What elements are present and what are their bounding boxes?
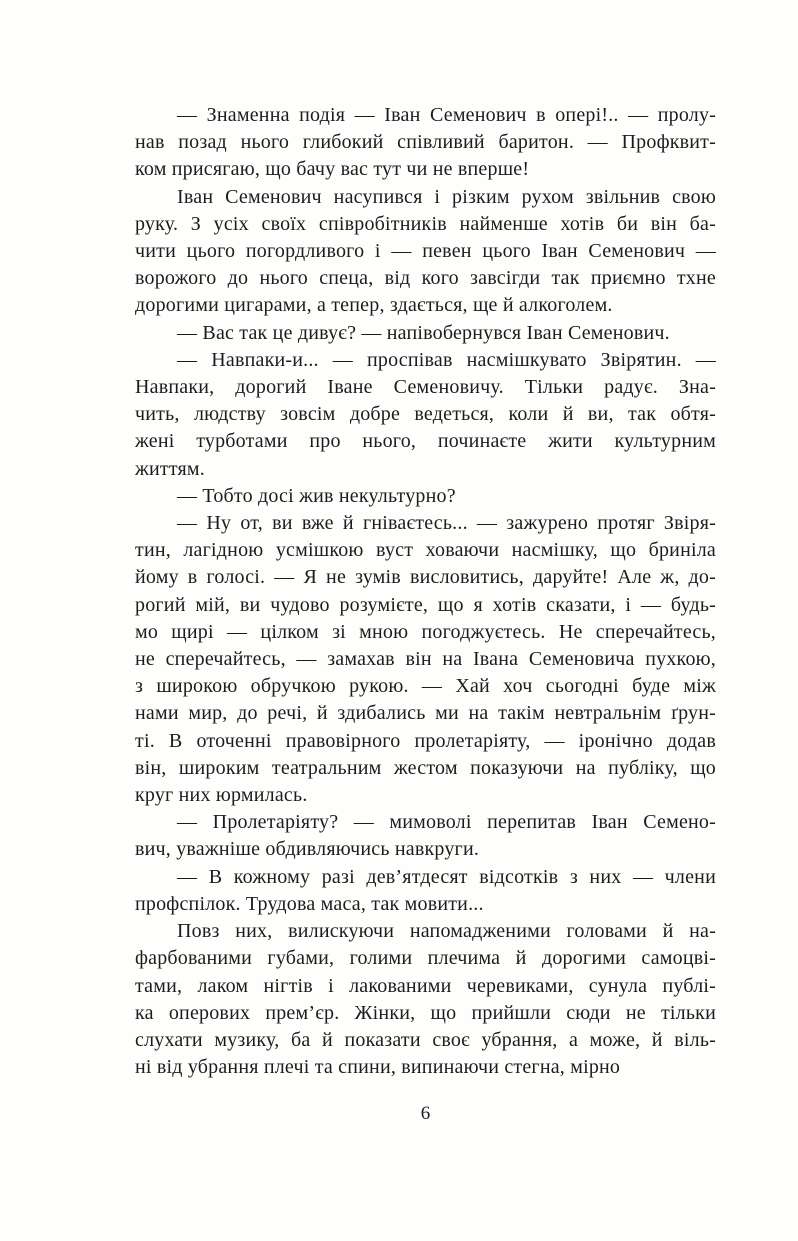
text-line: нами мир, до речі, й здибались ми на такім невтральнім ґрун-	[135, 702, 716, 725]
text-line: тин, лагідною усмішкою вуст ховаючи насмішку, що бриніла	[135, 539, 716, 562]
text-line: ком присягаю, що бачу вас тут чи не вперше!	[135, 158, 530, 181]
paragraph	[135, 320, 716, 347]
text-line: — В кожному разі дев’ятдесят відсотків з них — члени	[177, 865, 716, 888]
paragraph	[135, 809, 716, 863]
paragraph	[135, 864, 716, 918]
text-line: жені турботами про нього, починаєте жити культурним	[135, 430, 716, 453]
text-line: руку. З усіх своїх співробітників найменше хотів би він ба-	[135, 212, 716, 235]
text-line: дорогими цигарами, а тепер, здається, ще й алкоголем.	[135, 294, 613, 317]
text-line: життям.	[135, 457, 205, 480]
text-line: ворожого до нього спеца, від кого завсігди так приємно тхне	[135, 267, 716, 290]
paragraph	[135, 347, 716, 483]
text-line: ка оперових прем’єр. Жінки, що прийшли сюди не тільки	[135, 1001, 716, 1024]
text-line: профспілок. Трудова маса, так мовити...	[135, 892, 484, 915]
text-block	[135, 102, 716, 1081]
text-line: — Ну от, ви вже й гніваєтесь... — зажурено протяг Звіря-	[177, 512, 716, 535]
text-line: рогий мій, ви чудово розумієте, що я хотів сказати, і — будь-	[135, 593, 716, 616]
text-line: він, широким театральним жестом показуючи на публіку, що	[135, 756, 716, 779]
text-line: з широкою обручкою рукою. — Хай хоч сьогодні буде між	[135, 675, 716, 698]
text-line: нав позад нього глибокий співливий баритон. — Профквит-	[135, 131, 716, 154]
text-line: — Знаменна подія — Іван Семенович в опері!.. — пролу-	[177, 104, 716, 126]
text-line: ті. В оточенні правовірного пролетаріяту, — іронічно додав	[135, 729, 716, 752]
paragraph	[135, 918, 716, 1081]
text-line: слухати музику, ба й показати своє убрання, а може, й віль-	[135, 1028, 716, 1051]
text-line: круг них юрмилась.	[135, 784, 308, 807]
text-line: — Навпаки-и... — проспівав насмішкувато Звірятин. —	[177, 348, 716, 371]
text-line: Іван Семенович насупився і різким рухом звільнив свою	[177, 185, 716, 208]
text-line: чить, людству зовсім добре ведеться, коли й ви, так обтя-	[135, 403, 716, 426]
text-line: тами, лаком нігтів і лакованими черевиками, сунула публі-	[135, 974, 716, 997]
text-line: — Вас так це дивує? — напівобернувся Іван Семенович.	[177, 321, 670, 344]
text-line: не сперечайтесь, — замахав він на Івана Семеновича пухкою,	[135, 648, 716, 671]
paragraph	[135, 184, 716, 320]
paragraph	[135, 102, 716, 184]
text-line: — Пролетаріяту? — мимоволі перепитав Іван Семено-	[177, 811, 716, 834]
text-line: Повз них, вилискуючи напомадженими головами й на-	[177, 920, 716, 943]
text-line: ні від убрання плечі та спини, випинаючи стегна, мірно	[135, 1056, 621, 1079]
text-line: йому в голосі. — Я не зумів висловитись, даруйте! Але ж, до-	[135, 566, 716, 589]
text-line: вич, уважніше обдивляючись навкруги.	[135, 838, 480, 861]
page-number: 6	[420, 1103, 431, 1124]
text-line: мо щирі — цілком зі мною погоджуєтесь. Не сперечайтесь,	[135, 620, 716, 643]
text-line: Навпаки, дорогий Іване Семеновичу. Тільки радує. Зна-	[135, 376, 716, 399]
text-line: фарбованими губами, голими плечима й дорогими самоцві-	[135, 947, 716, 970]
text-line: чити цього погордливого і — певен цього Іван Семенович —	[135, 240, 716, 263]
text-line: — Тобто досі жив некультурно?	[177, 484, 456, 507]
paragraph	[135, 483, 716, 510]
paragraph	[135, 510, 716, 809]
